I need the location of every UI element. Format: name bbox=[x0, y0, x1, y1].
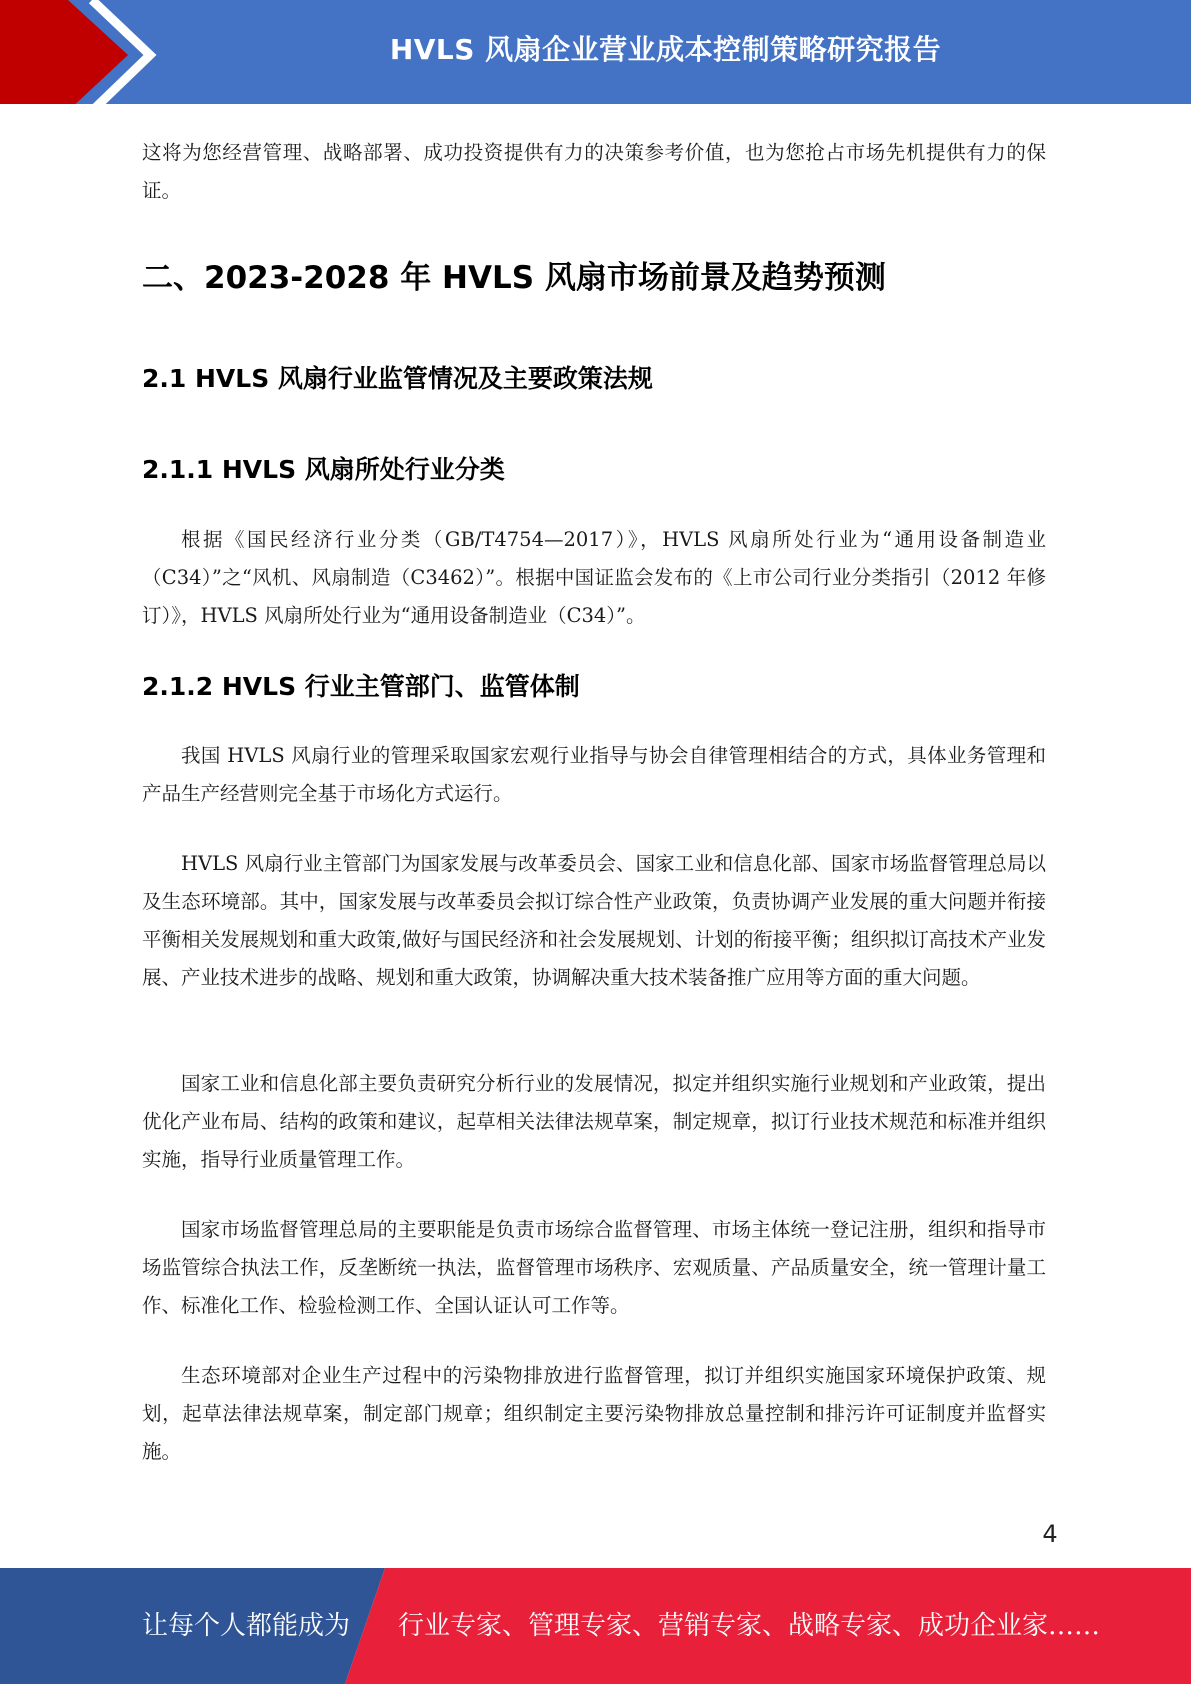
page-header bbox=[0, 0, 1191, 111]
page-number: 4 bbox=[1042, 1520, 1058, 1548]
section-title: 二、2023-2028 年 HVLS 风扇市场前景及趋势预测 bbox=[142, 260, 886, 296]
industry-classification-paragraph: 根据《国民经济行业分类（GB/T4754—2017）》，HVLS 风扇所处行业为“通用设备制造业（C34）”之“风机、风扇制造（C3462）”。根据中国证监会发布的《上市公司行业分类指引（2012 年修订）》，HVLS 风扇所处行业为“通用设备制造业（C34）”。 bbox=[142, 528, 1046, 627]
footer-slogan-left: 让每个人都能成为 bbox=[142, 1611, 351, 1641]
page-footer bbox=[0, 1568, 1191, 1684]
header-title: HVLS 风扇企业营业成本控制策略研究报告 bbox=[389, 33, 942, 66]
body-paragraph: 生态环境部对企业生产过程中的污染物排放进行监督管理，拟订并组织实施国家环境保护政策、规划，起草法律法规草案，制定部门规章；组织制定主要污染物排放总量控制和排污许可证制度并监督实施。 bbox=[142, 1364, 1046, 1463]
body-paragraph: 国家市场监督管理总局的主要职能是负责市场综合监督管理、市场主体统一登记注册，组织和指导市场监管综合执法工作，反垄断统一执法，监督管理市场秩序、宏观质量、产品质量安全，统一管理计量工作、标准化工作、检验检测工作、全国认证认可工作等。 bbox=[142, 1218, 1046, 1317]
body-paragraph: HVLS 风扇行业主管部门为国家发展与改革委员会、国家工业和信息化部、国家市场监督管理总局以及生态环境部。其中，国家发展与改革委员会拟订综合性产业政策，负责协调产业发展的重大问题并衔接平衡相关发展规划和重大政策,做好与国民经济和社会发展规划、计划的衔接平衡；组织拟订高技术产业发展、产业技术进步的战略、规划和重大政策，协调解决重大技术装备推广应用等方面的重大问题。 bbox=[142, 852, 1046, 989]
footer-slogan-right: 行业专家、管理专家、营销专家、战略专家、成功企业家…… bbox=[398, 1611, 1101, 1641]
header-bottom-stripe bbox=[0, 104, 1191, 111]
subsubsection-1-title: 2.1.1 HVLS 风扇所处行业分类 bbox=[142, 455, 505, 484]
body-paragraph: 国家工业和信息化部主要负责研究分析行业的发展情况，拟定并组织实施行业规划和产业政策，提出优化产业布局、结构的政策和建议，起草相关法律法规草案，制定规章，拟订行业技术规范和标准并组织实施，指导行业质量管理工作。 bbox=[142, 1072, 1046, 1171]
subsubsection-2-title: 2.1.2 HVLS 行业主管部门、监管体制 bbox=[142, 672, 580, 701]
subsection-title: 2.1 HVLS 风扇行业监管情况及主要政策法规 bbox=[142, 364, 653, 393]
body-paragraph: 我国 HVLS 风扇行业的管理采取国家宏观行业指导与协会自律管理相结合的方式，具体业务管理和产品生产经营则完全基于市场化方式运行。 bbox=[142, 744, 1046, 805]
intro-paragraph: 这将为您经营管理、战略部署、成功投资提供有力的决策参考价值，也为您抢占市场先机提供有力的保证。 bbox=[142, 141, 1046, 202]
